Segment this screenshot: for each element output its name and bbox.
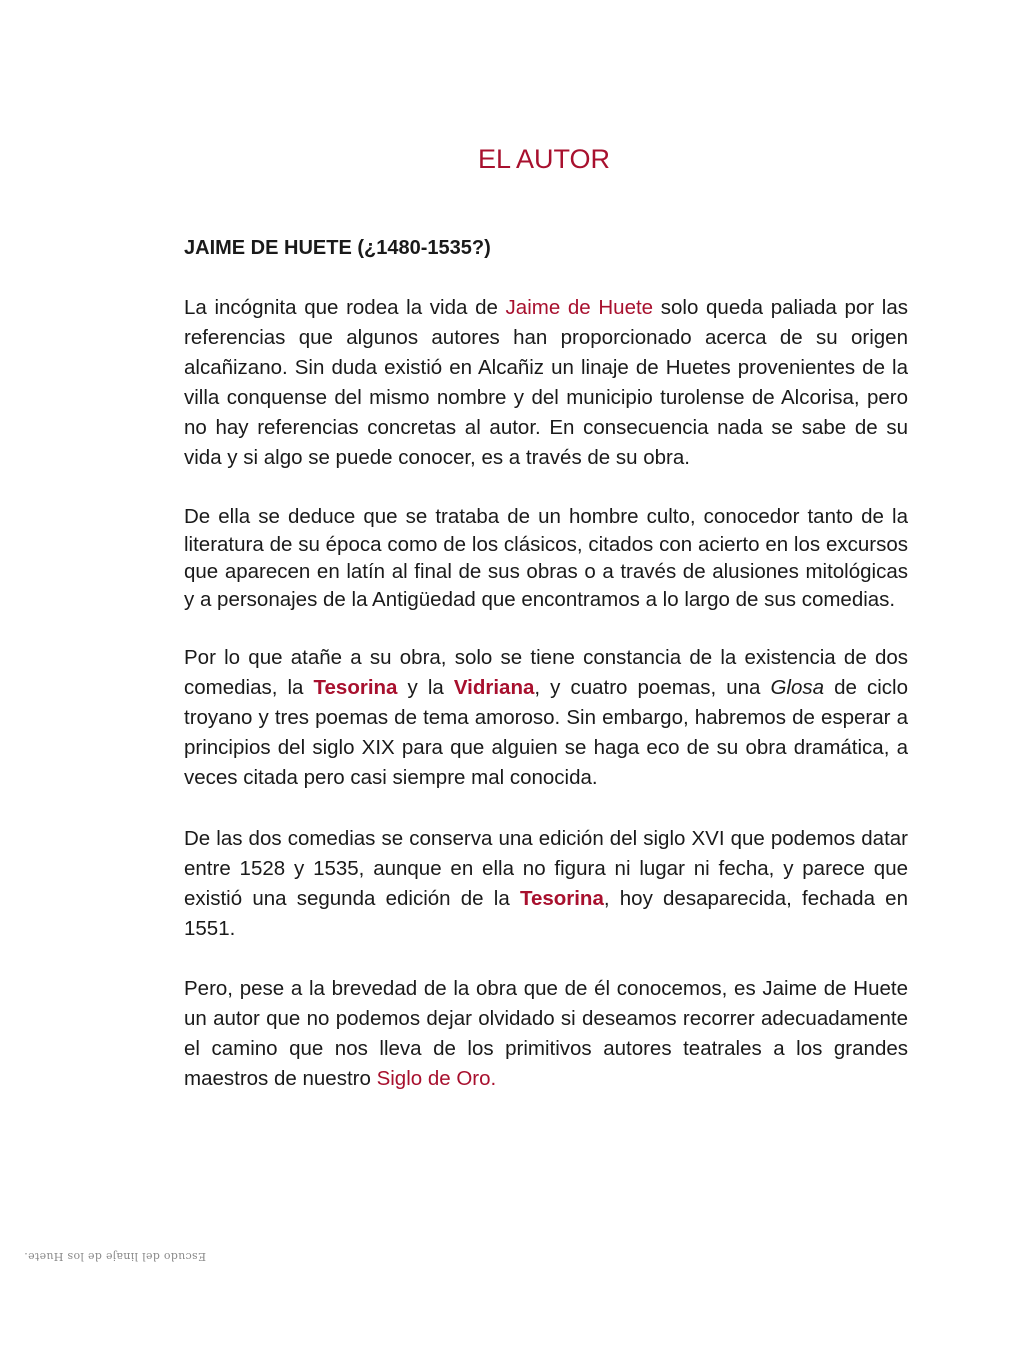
title-tesorina: Tesorina	[313, 676, 398, 699]
title-glosa: Glosa	[770, 676, 825, 699]
text-span: , hoy desaparecida, fechada en 1551.	[184, 887, 908, 940]
page-title: EL AUTOR	[477, 144, 611, 174]
text-span: solo queda paliada por las referencias que algunos autores han proporcionado acerca de su origen alcañizano. Sin duda existió en Alcañiz un linaje de Huetes provenientes de la villa conquense del mismo nombre y del municipio turolense de Alcorisa, pero no hay referencias concretas al autor. En consecuencia nada se sabe de su vida y si algo se puede conocer, es a través de su obra.	[184, 296, 908, 469]
text-span: de ciclo troyano y tres poemas de tema amoroso. Sin embargo, habremos de esperar a principios del siglo XIX para que alguien se haga eco de su obra dramática, a veces citada pero casi siempre mal conocida.	[184, 676, 908, 789]
title-vidriana: Vidriana	[453, 676, 535, 699]
paragraph-works	[184, 643, 908, 793]
link-jaime-de-huete[interactable]: Jaime de Huete	[505, 296, 654, 319]
text-span: , y cuatro poemas, una	[534, 676, 771, 699]
author-heading: JAIME DE HUETE (¿1480-1535?)	[184, 237, 491, 259]
image-caption: Escudo del linaje de los Huete.	[24, 1250, 206, 1263]
text-span: Pero, pese a la brevedad de la obra que de él conocemos, es Jaime de Huete un autor que no podemos dejar olvidado si deseamos recorrer adecuadamente el camino que nos lleva de los primitivos autores teatrales a los grandes maestros de nuestro	[184, 977, 908, 1090]
paragraph-origin	[184, 293, 908, 473]
text-span: y la	[397, 676, 454, 699]
link-siglo-de-oro[interactable]: Siglo de Oro.	[376, 1067, 497, 1090]
title-tesorina: Tesorina	[519, 887, 604, 910]
paragraph-culture: De ella se deduce que se trataba de un hombre culto, conocedor tanto de la literatura de su época como de los clásicos, citados con acierto en los excursos que aparecen en latín al final de sus obras o a través de alusiones mitológicas y a personajes de la Antigüedad que encontramos a lo largo de sus comedias.	[184, 505, 908, 611]
article-body	[184, 233, 908, 1094]
paragraph-conclusion	[184, 974, 908, 1094]
text-span: Por lo que atañe a su obra, solo se tiene constancia de la existencia de dos comedias, la	[184, 646, 908, 699]
text-span: La incógnita que rodea la vida de	[184, 296, 506, 319]
text-span: De las dos comedias se conserva una edición del siglo XVI que podemos datar entre 1528 y 1535, aunque en ella no figura ni lugar ni fecha, y parece que existió una segunda edición de la	[184, 827, 908, 910]
paragraph-editions	[184, 824, 908, 944]
